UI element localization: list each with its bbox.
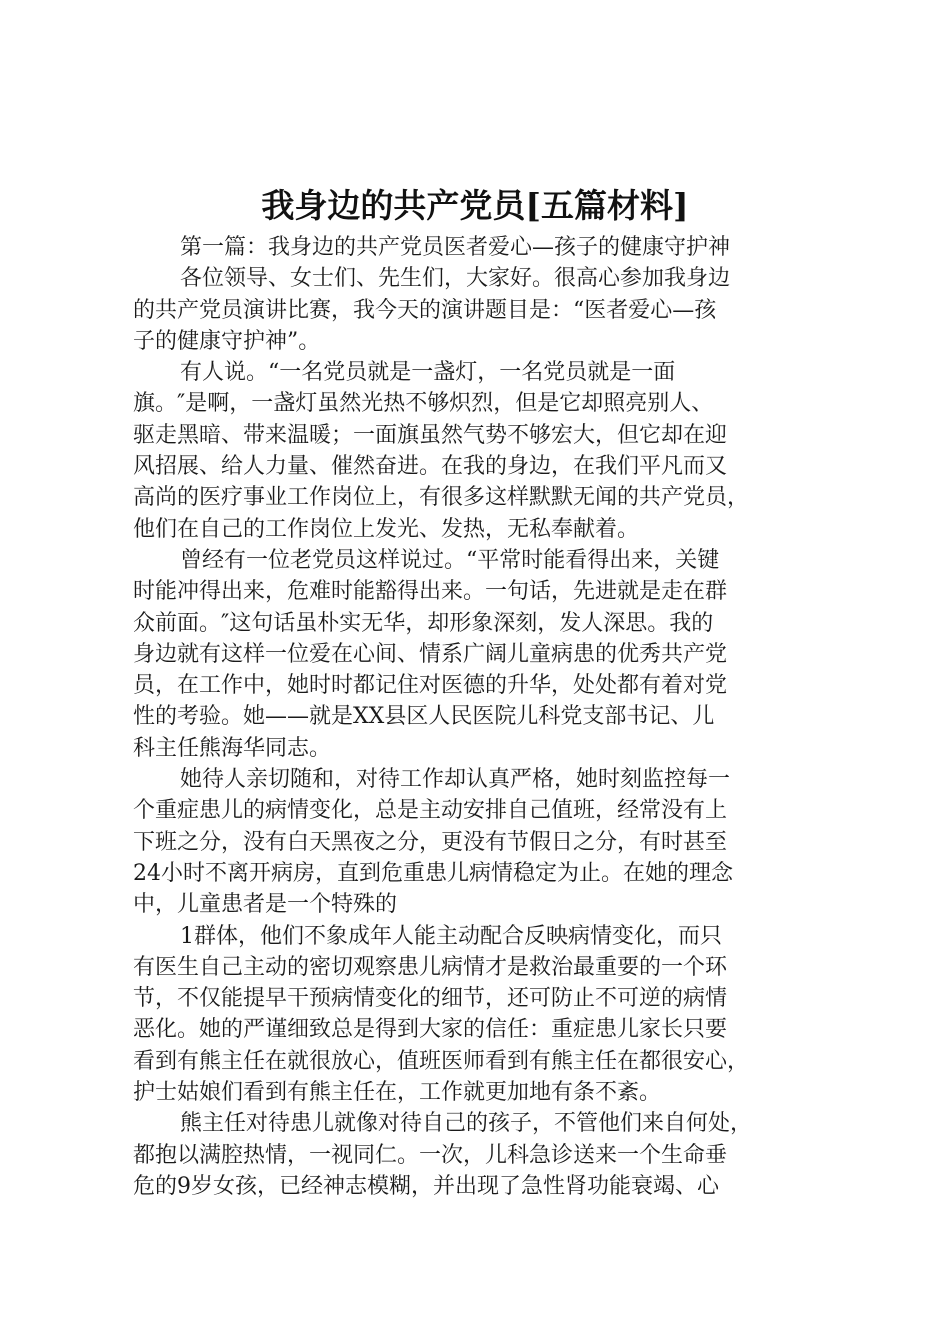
text-line: 曾经有一位老党员这样说过。“平常时能看得出来，关键 [180, 547, 720, 573]
text-line: 熊主任对待患儿就像对待自己的孩子，不管他们来自何处， [180, 1111, 753, 1137]
text-line: 高尚的医疗事业工作岗位上，有很多这样默默无闻的共产党员， [133, 485, 750, 511]
text-line: 有人说。“一名党员就是一盏灯，一名党员就是一面 [180, 360, 676, 386]
text-line: 中，儿童患者是一个特殊的 [133, 892, 398, 918]
text-line: 子的健康守护神”。 [133, 328, 321, 354]
text-line: 她待人亲切随和，对待工作却认真严格，她时刻监控每一 [180, 767, 731, 793]
text-line: 身边就有这样一位爱在心间、情系广阔儿童病患的优秀共产党 [133, 641, 728, 667]
text-line: 性的考验。她——就是XX县区人民医院儿科党支部书记、儿 [133, 704, 715, 730]
text-line: 第一篇：我身边的共产党员医者爱心—孩子的健康守护神 [180, 235, 731, 260]
text-line: 看到有熊主任在就很放心，值班医师看到有熊主任在都很安心， [133, 1048, 750, 1074]
text-line: 护士姑娘们看到有熊主任在，工作就更加地有条不紊。 [133, 1080, 662, 1106]
text-line: 下班之分，没有白天黑夜之分，更没有节假日之分，有时甚至 [133, 829, 728, 855]
text-line: 科主任熊海华同志。 [133, 735, 332, 761]
text-line: 旗。″是啊，一盏灯虽然光热不够炽烈，但是它却照亮别人、 [133, 391, 714, 417]
document-title: 我身边的共产党员[五篇材料] [261, 186, 689, 225]
text-line: 员，在工作中，她时时都记住对医德的升华，处处都有着对党 [133, 673, 728, 699]
text-line: 他们在自己的工作岗位上发光、发热，无私奉献着。 [133, 516, 640, 542]
document-body [133, 232, 833, 1202]
text-line: 个重症患儿的病情变化，总是主动安排自己值班，经常没有上 [133, 798, 728, 824]
text-line: 24小时不离开病房，直到危重患儿病情稳定为止。在她的理念 [133, 860, 733, 886]
text-line: 危的9岁女孩，已经神志模糊，并出现了急性肾功能衰竭、心 [133, 1173, 719, 1199]
text-line: 节，不仅能提早干预病情变化的细节，还可防止不可逆的病情 [133, 986, 728, 1012]
text-line: 恶化。她的严谨细致总是得到大家的信任：重症患儿家长只要 [133, 1017, 728, 1043]
text-line: 有医生自己主动的密切观察患儿病情才是救治最重要的一个环 [133, 954, 728, 980]
text-line: 驱走黑暗、带来温暖；一面旗虽然气势不够宏大，但它却在迎 [133, 422, 728, 448]
text-line: 风招展、给人力量、催然奋进。在我的身边，在我们平凡而又 [133, 454, 728, 480]
text-line: 1群体，他们不象成年人能主动配合反映病情变化，而只 [180, 923, 722, 949]
text-line: 时能冲得出来，危难时能豁得出来。一句话，先进就是走在群 [133, 579, 728, 605]
text-line: 都抱以满腔热情，一视同仁。一次，儿科急诊送来一个生命垂 [133, 1142, 728, 1168]
text-line: 各位领导、女士们、先生们，大家好。很高心参加我身边 [180, 266, 731, 292]
text-line: 的共产党员演讲比赛，我今天的演讲题目是：“医者爱心—孩 [133, 297, 717, 323]
text-line: 众前面。″这句话虽朴实无华，却形象深刻，发人深思。我的 [133, 610, 714, 636]
